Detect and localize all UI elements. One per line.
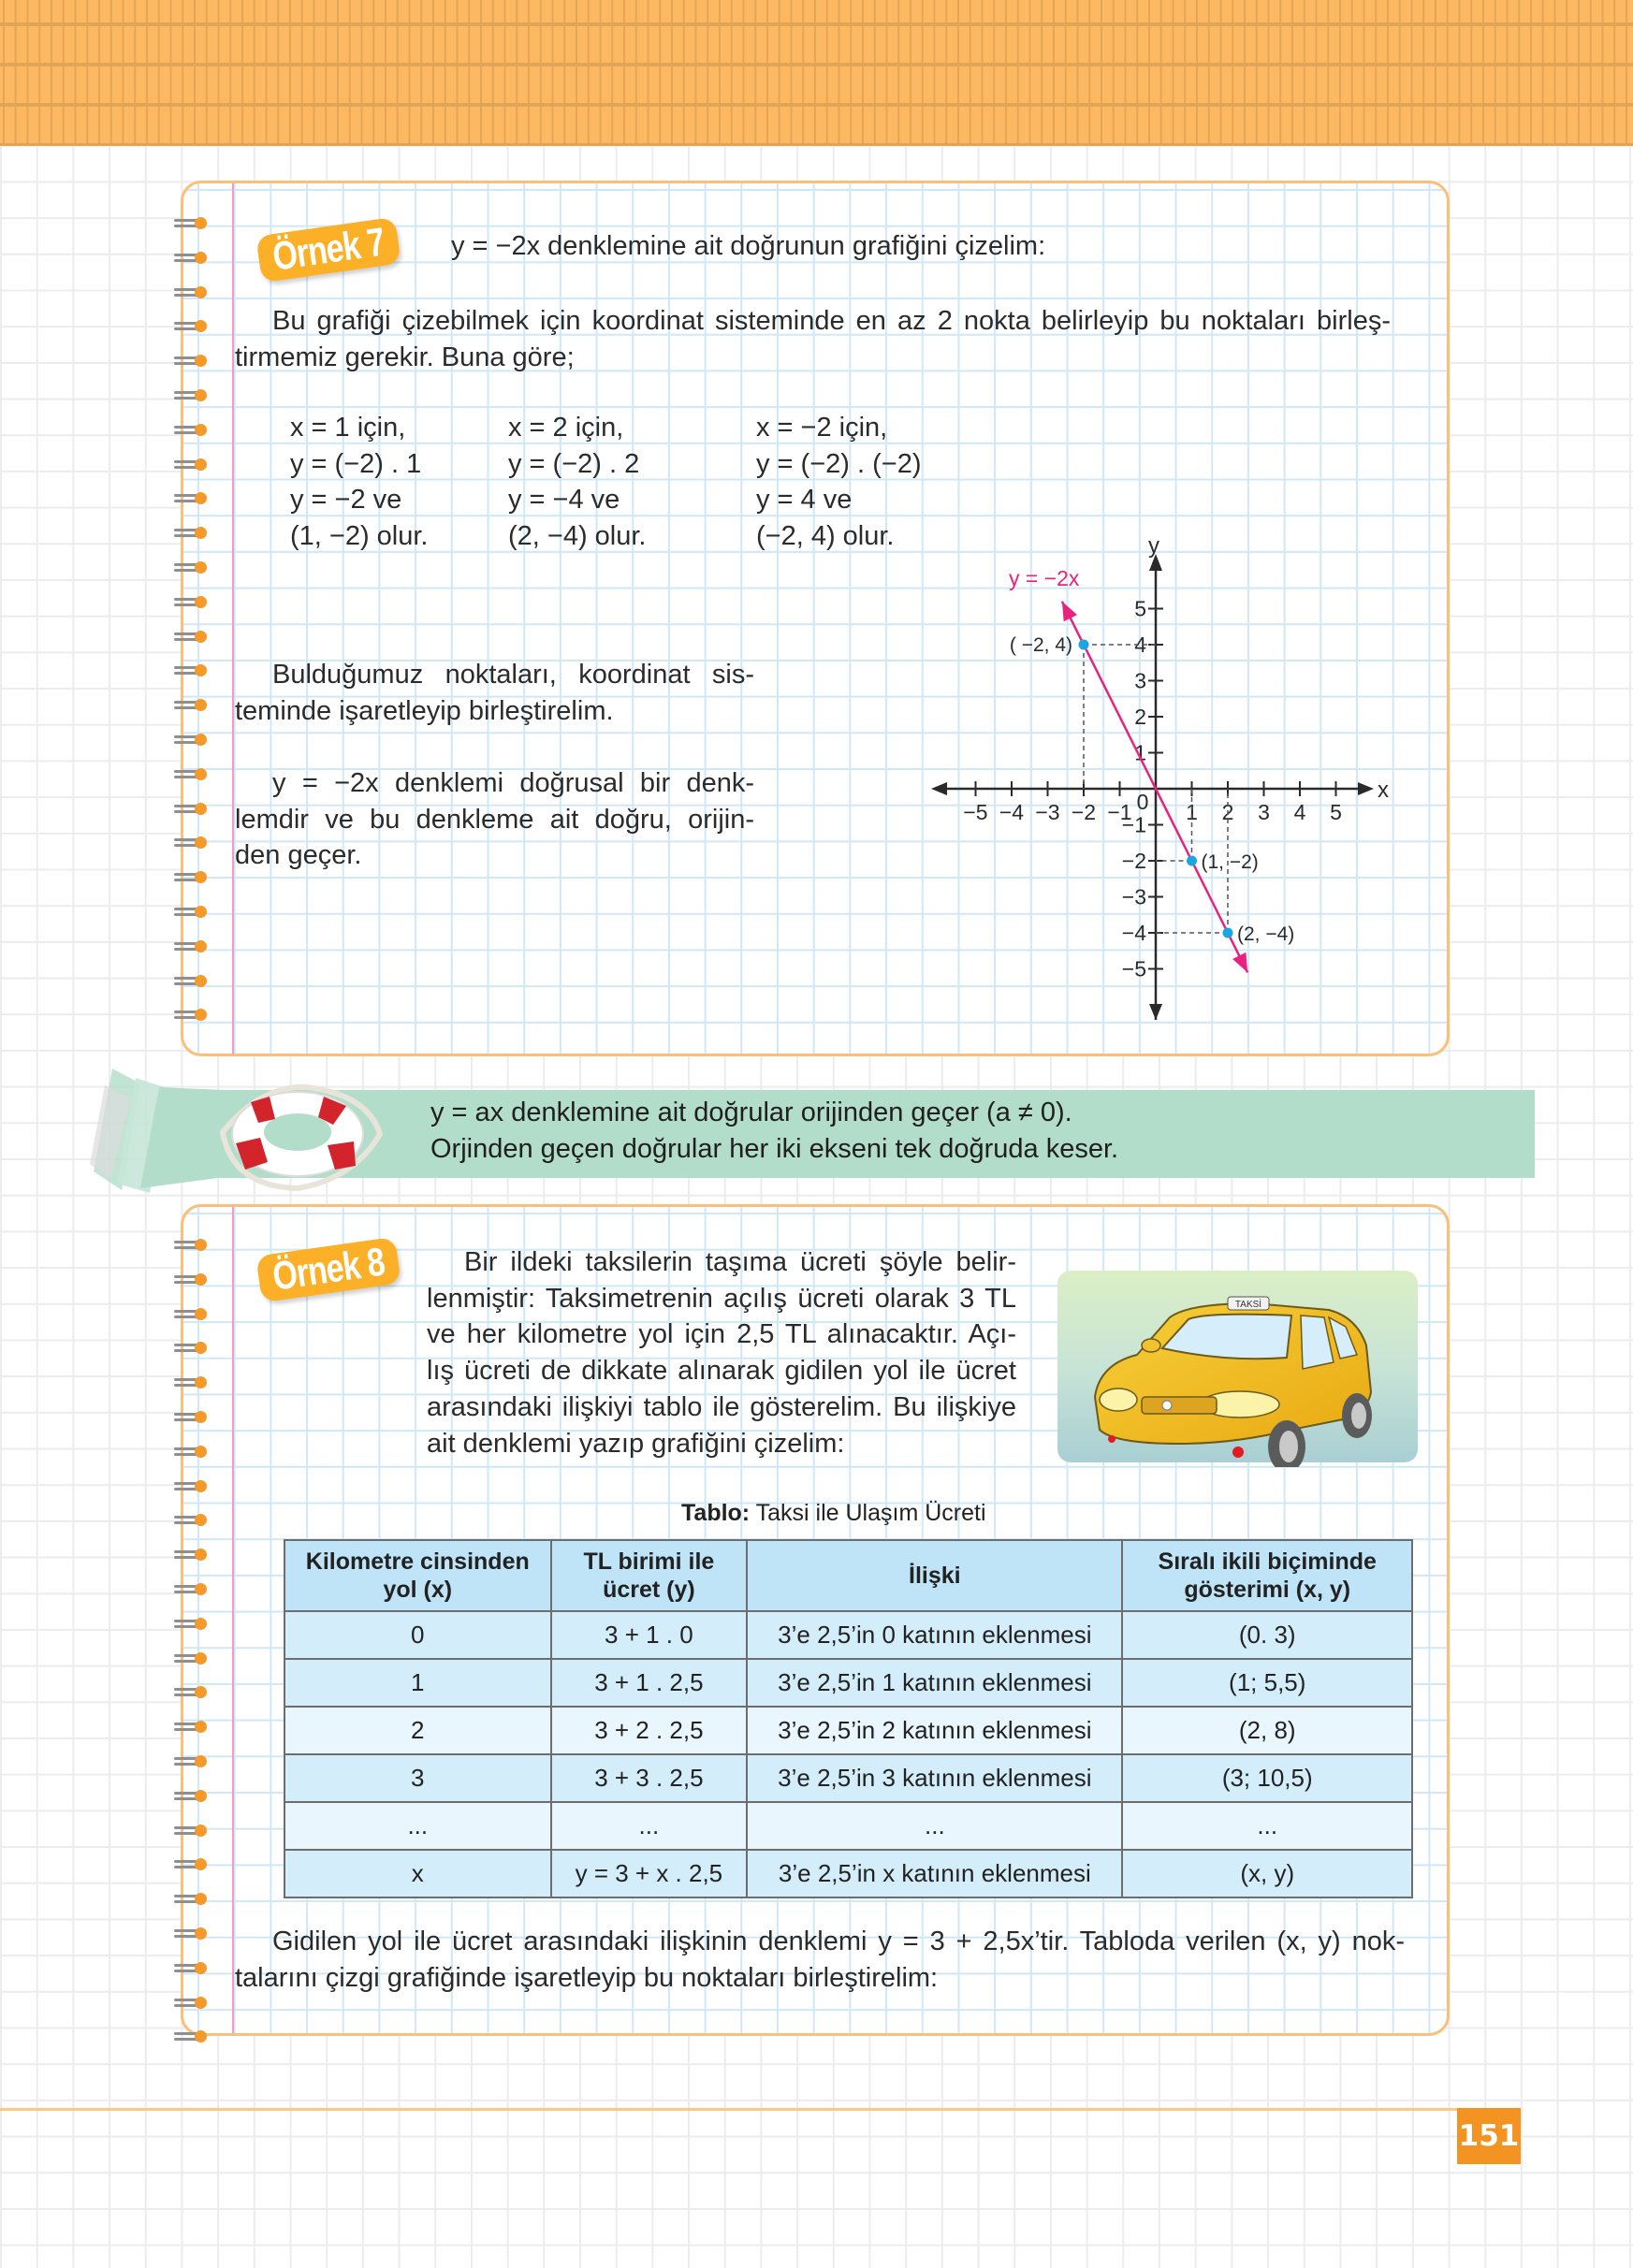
spiral-ring-icon bbox=[174, 631, 211, 644]
paragraph-line: Bulduğumuz noktaları, koordinat sis- bbox=[272, 660, 754, 690]
table-row bbox=[284, 1659, 1412, 1707]
calc-line: y = (−2) . 2 bbox=[508, 448, 640, 479]
spiral-ring-icon bbox=[174, 1273, 211, 1287]
cell-distance: 3 bbox=[284, 1754, 551, 1802]
tip-line: y = ax denklemine ait doğrular orijinden geçer (a ≠ 0). bbox=[430, 1098, 1072, 1127]
spiral-ring-icon bbox=[174, 699, 211, 712]
x-axis-right-arrow-icon bbox=[1358, 782, 1374, 795]
cell-fare: 3 + 2 . 2,5 bbox=[551, 1707, 748, 1754]
spiral-ring-icon bbox=[174, 596, 211, 609]
paragraph-line: den geçer. bbox=[235, 840, 362, 871]
table-header-row bbox=[284, 1540, 1412, 1611]
cell-distance: 0 bbox=[284, 1611, 551, 1659]
intro-line: lış ücreti de dikkate alınarak gidilen yol ile ücret bbox=[427, 1356, 1016, 1387]
spiral-ring-icon bbox=[174, 768, 211, 781]
x-tick-label: −4 bbox=[999, 800, 1025, 824]
cell-fare: y = 3 + x . 2,5 bbox=[551, 1850, 748, 1897]
data-point bbox=[1079, 640, 1089, 650]
calc-column-1 bbox=[290, 410, 429, 555]
calc-line: (1, −2) olur. bbox=[290, 521, 429, 552]
spiral-ring-icon bbox=[174, 1583, 211, 1596]
spiral-ring-icon bbox=[174, 217, 211, 230]
cell-pair: (2, 8) bbox=[1122, 1707, 1412, 1754]
spiral-ring-icon bbox=[174, 492, 211, 505]
spiral-ring-icon bbox=[174, 836, 211, 850]
cell-distance: 1 bbox=[284, 1659, 551, 1707]
y-tick-label: −2 bbox=[1121, 849, 1146, 873]
lifebuoy-icon bbox=[204, 1076, 391, 1193]
data-point bbox=[1223, 928, 1233, 938]
spiral-ring-icon bbox=[174, 803, 211, 816]
taxi-illustration bbox=[1048, 1252, 1422, 1467]
paragraph-line: lemdir ve bu denkleme ait doğru, orijin- bbox=[235, 804, 754, 835]
header-fare: TL birimi ile ücret (y) bbox=[551, 1540, 748, 1611]
graph-root bbox=[931, 533, 1389, 1020]
example-7-paragraph-2 bbox=[235, 657, 754, 729]
x-tick-label: 2 bbox=[1221, 800, 1234, 824]
header-relation: İlişki bbox=[747, 1540, 1122, 1611]
spiral-ring-icon bbox=[174, 1755, 211, 1768]
cell-relation: 3’e 2,5’in 3 katının eklenmesi bbox=[747, 1754, 1122, 1802]
y-tick-label: 3 bbox=[1134, 668, 1146, 693]
table-row bbox=[284, 1754, 1412, 1802]
margin-line bbox=[232, 183, 234, 1054]
spiral-ring-icon bbox=[174, 734, 211, 747]
cell-pair: (x, y) bbox=[1122, 1850, 1412, 1897]
x-axis-label: x bbox=[1378, 778, 1389, 803]
intro-line: arasındaki ilişkiyi tablo ile gösterelim. Bu ilişkiye bbox=[427, 1391, 1016, 1422]
spiral-ring-icon bbox=[174, 906, 211, 919]
example-8-intro bbox=[427, 1244, 1016, 1461]
spiral-ring-icon bbox=[174, 1411, 211, 1424]
spiral-ring-icon bbox=[174, 458, 211, 472]
spiral-ring-icon bbox=[174, 1376, 211, 1389]
page-number: 151 bbox=[1457, 2108, 1521, 2164]
x-tick-label: 0 bbox=[1136, 790, 1149, 814]
spiral-ring-icon bbox=[174, 1009, 211, 1022]
cell-relation: 3’e 2,5’in 1 katının eklenmesi bbox=[747, 1659, 1122, 1707]
y-tick-label: −3 bbox=[1121, 884, 1146, 909]
table-row bbox=[284, 1802, 1412, 1850]
conclusion-line: Gidilen yol ile ücret arasındaki ilişkinin denklemi y = 3 + 2,5x’tir. Tabloda verilen (x, y) nok- bbox=[272, 1926, 1405, 1956]
tip-line: Orjinden geçen doğrular her iki ekseni tek doğruda keser. bbox=[430, 1133, 1119, 1164]
point-label: (1, −2) bbox=[1201, 851, 1259, 873]
spiral-ring-icon bbox=[174, 1446, 211, 1459]
cell-relation: 3’e 2,5’in 2 katının eklenmesi bbox=[747, 1707, 1122, 1754]
spiral-ring-icon bbox=[174, 975, 211, 988]
spiral-ring-icon bbox=[174, 1652, 211, 1665]
calc-line: x = 1 için, bbox=[290, 413, 406, 443]
x-tick-label: 5 bbox=[1330, 800, 1342, 824]
conclusion-line: talarını çizgi grafiğinde işaretleyip bu noktaları birleştirelim: bbox=[235, 1962, 939, 1993]
example-7-badge: Örnek 7 bbox=[255, 217, 401, 283]
example-8-conclusion bbox=[235, 1924, 1405, 1996]
spiral-ring-icon bbox=[174, 252, 211, 265]
calc-line: (−2, 4) olur. bbox=[756, 521, 895, 552]
paragraph-line: teminde işaretleyip birleştirelim. bbox=[235, 695, 614, 726]
example-7-title: y = −2x denklemine ait doğrunun grafiğini çizelim: bbox=[451, 231, 1046, 261]
y-tick-label: −1 bbox=[1121, 812, 1146, 837]
x-tick-label: 3 bbox=[1258, 800, 1270, 824]
spiral-ring-icon bbox=[174, 1790, 211, 1803]
cell-relation: 3’e 2,5’in x katının eklenmesi bbox=[747, 1850, 1122, 1897]
spiral-ring-icon bbox=[174, 1825, 211, 1838]
coordinate-graph bbox=[926, 533, 1413, 1020]
point-label: (2, −4) bbox=[1237, 923, 1295, 945]
spiral-ring-icon bbox=[174, 1686, 211, 1699]
example-7-paragraph-3 bbox=[235, 765, 754, 874]
spiral-ring-icon bbox=[174, 1927, 211, 1941]
cell-fare: 3 + 1 . 2,5 bbox=[551, 1659, 748, 1707]
example-8-badge: Örnek 8 bbox=[255, 1237, 401, 1302]
intro-line: ait denklemi yazıp grafiğini çizelim: bbox=[427, 1428, 845, 1459]
calc-line: y = (−2) . 1 bbox=[290, 448, 422, 479]
line-label: y = −2x bbox=[1009, 566, 1080, 590]
spiral-ring-icon bbox=[174, 527, 211, 540]
y-tick-label: 4 bbox=[1134, 632, 1146, 657]
y-tick-label: 5 bbox=[1134, 596, 1146, 621]
spiral-ring-icon bbox=[174, 1308, 211, 1321]
intro-line: tirmemiz gerekir. Buna göre; bbox=[235, 342, 575, 372]
cell-pair: (0. 3) bbox=[1122, 1611, 1412, 1659]
header-distance: Kilometre cinsinden yol (x) bbox=[284, 1540, 551, 1611]
cell-relation: 3’e 2,5’in 0 katının eklenmesi bbox=[747, 1611, 1122, 1659]
caption-text: Taksi ile Ulaşım Ücreti bbox=[750, 1500, 986, 1526]
line-arrow-down-icon bbox=[1232, 952, 1247, 972]
spiral-ring-icon bbox=[174, 2030, 211, 2043]
calc-line: y = −2 ve bbox=[290, 485, 402, 516]
spiral-ring-icon bbox=[174, 355, 211, 368]
intro-line: lenmiştir: Taksimetrenin açılış ücreti olarak 3 TL bbox=[427, 1283, 1016, 1314]
taxi-sign-label: TAKSİ bbox=[1234, 1300, 1262, 1310]
margin-line bbox=[232, 1207, 234, 2033]
caption-label: Tablo: bbox=[681, 1500, 751, 1526]
calc-line: y = −4 ve bbox=[508, 485, 620, 516]
spiral-ring-icon bbox=[174, 664, 211, 677]
x-tick-label: 1 bbox=[1186, 800, 1198, 824]
y-tick-label: 1 bbox=[1134, 740, 1146, 765]
tip-text bbox=[430, 1095, 1118, 1167]
calc-line: x = −2 için, bbox=[756, 413, 888, 443]
example-7-intro bbox=[235, 303, 1391, 375]
cell-fare: 3 + 3 . 2,5 bbox=[551, 1754, 748, 1802]
calc-line: x = 2 için, bbox=[508, 413, 624, 443]
spiral-ring-icon bbox=[174, 1962, 211, 1975]
cell-pair: (3; 10,5) bbox=[1122, 1754, 1412, 1802]
spiral-ring-icon bbox=[174, 424, 211, 437]
cell-distance: ... bbox=[284, 1802, 551, 1850]
y-axis-label: y bbox=[1148, 533, 1159, 559]
spiral-ring-icon bbox=[174, 561, 211, 574]
x-tick-label: 4 bbox=[1293, 800, 1306, 824]
cell-fare: 3 + 1 . 0 bbox=[551, 1611, 748, 1659]
spiral-ring-icon bbox=[174, 1893, 211, 1906]
table-row bbox=[284, 1850, 1412, 1897]
spiral-ring-icon bbox=[174, 1721, 211, 1734]
spiral-ring-icon bbox=[174, 1618, 211, 1631]
spiral-ring-icon bbox=[174, 1342, 211, 1355]
tip-banner bbox=[84, 1067, 1451, 1198]
point-label: ( −2, 4) bbox=[1009, 634, 1072, 656]
cell-distance: 2 bbox=[284, 1707, 551, 1754]
spiral-ring-icon bbox=[174, 940, 211, 953]
calc-column-2 bbox=[508, 410, 647, 555]
intro-line: Bu grafiği çizebilmek için koordinat sisteminde en az 2 nokta belirleyip bu noktaları birleş- bbox=[272, 306, 1391, 336]
calc-column-3 bbox=[756, 410, 921, 555]
header-band bbox=[0, 0, 1633, 146]
spiral-ring-icon bbox=[174, 1548, 211, 1562]
cell-pair: (1; 5,5) bbox=[1122, 1659, 1412, 1707]
table-caption bbox=[681, 1500, 986, 1527]
data-point bbox=[1187, 856, 1197, 866]
table-row bbox=[284, 1611, 1412, 1659]
y-tick-label: 2 bbox=[1134, 705, 1146, 729]
cell-distance: x bbox=[284, 1850, 551, 1897]
y-tick-label: −4 bbox=[1121, 921, 1146, 945]
footer-line bbox=[0, 2108, 1457, 2111]
cell-relation: ... bbox=[747, 1802, 1122, 1850]
cell-pair: ... bbox=[1122, 1802, 1412, 1850]
spiral-ring-icon bbox=[174, 1514, 211, 1527]
spiral-ring-icon bbox=[174, 1239, 211, 1252]
spiral-ring-icon bbox=[174, 1858, 211, 1871]
spiral-ring-icon bbox=[174, 389, 211, 402]
spiral-ring-icon bbox=[174, 871, 211, 884]
x-tick-label: −3 bbox=[1035, 800, 1060, 824]
table-row bbox=[284, 1707, 1412, 1754]
intro-line: ve her kilometre yol için 2,5 TL alınacaktır. Açı- bbox=[427, 1319, 1016, 1350]
y-tick-label: −5 bbox=[1121, 956, 1146, 981]
line-arrow-up-icon bbox=[1062, 602, 1077, 621]
calc-line: y = (−2) . (−2) bbox=[756, 448, 922, 479]
intro-line: Bir ildeki taksilerin taşıma ücreti şöyle belir- bbox=[464, 1247, 1016, 1277]
header-ordered-pair: Sıralı ikili biçiminde gösterimi (x, y) bbox=[1122, 1540, 1412, 1611]
spiral-ring-icon bbox=[174, 1480, 211, 1493]
spiral-ring-icon bbox=[174, 320, 211, 333]
x-tick-label: −1 bbox=[1107, 800, 1132, 824]
x-axis-left-arrow-icon bbox=[931, 782, 947, 795]
x-tick-label: −2 bbox=[1071, 800, 1097, 824]
spiral-ring-icon bbox=[174, 286, 211, 299]
spiral-ring-icon bbox=[174, 1997, 211, 2010]
calc-line: (2, −4) olur. bbox=[508, 521, 647, 552]
x-tick-label: −5 bbox=[963, 800, 988, 824]
y-axis-down-arrow-icon bbox=[1149, 1004, 1162, 1020]
cell-fare: ... bbox=[551, 1802, 748, 1850]
paragraph-line: y = −2x denklemi doğrusal bir denk- bbox=[272, 768, 754, 798]
fare-table bbox=[284, 1539, 1413, 1898]
calc-line: y = 4 ve bbox=[756, 485, 853, 516]
